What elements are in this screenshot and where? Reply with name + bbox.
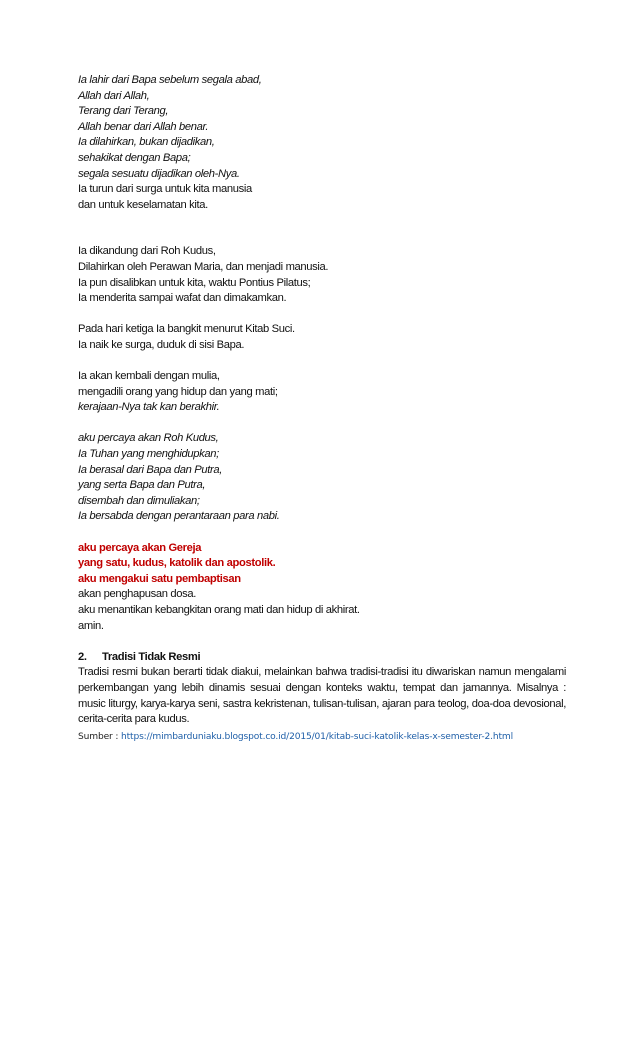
creed-line: kerajaan-Nya tak kan berakhir. [78,401,220,414]
creed-block-2 [78,244,578,306]
block-spacer [78,307,578,323]
creed-line: Ia turun dari surga untuk kita manusia [78,183,252,196]
creed-line: Terang dari Terang, [78,105,169,118]
creed-line: Ia dikandung dari Roh Kudus, [78,245,216,258]
creed-line: Ia pun disalibkan untuk kita, waktu Pontius Pilatus; [78,276,311,289]
source-link[interactable]: https://mimbarduniaku.blogspot.co.id/2015/01/kitab-suci-katolik-kelas-x-semester-2.html [121,732,513,742]
section-number: 2. [78,650,87,663]
creed-block-1 [78,73,578,213]
creed-line: Ia menderita sampai wafat dan dimakamkan. [78,292,287,305]
creed-line: aku menantikan kebangkitan orang mati dan hidup di akhirat. [78,604,360,616]
creed-line: akan penghapusan dosa. [78,588,196,601]
section-heading [78,650,578,666]
creed-line: amin. [78,619,104,632]
block-spacer [78,213,578,244]
creed-line: dan untuk keselamatan kita. [78,198,208,211]
creed-line: Ia bersabda dengan perantaraan para nabi. [78,510,280,523]
creed-line: disembah dan dimuliakan; [78,494,200,507]
creed-block-3 [78,322,578,353]
source-citation [78,732,513,742]
section-title: Tradisi Tidak Resmi [102,650,201,663]
creed-line: mengadili orang yang hidup dan yang mati; [78,385,278,398]
creed-line: Ia akan kembali dengan mulia, [78,370,220,383]
creed-line: Ia berasal dari Bapa dan Putra, [78,463,223,476]
creed-line: yang satu, kudus, katolik dan apostolik. [78,557,276,570]
document-page [78,73,578,728]
creed-line: segala sesuatu dijadikan oleh-Nya. [78,167,240,180]
creed-line: Pada hari ketiga Ia bangkit menurut Kitab Suci. [78,323,295,336]
block-spacer [78,354,578,370]
creed-block-5 [78,431,578,525]
block-spacer [78,525,578,541]
creed-line: aku percaya akan Gereja [78,541,202,554]
creed-line: aku mengakui satu pembaptisan [78,572,241,585]
creed-line: Ia dilahirkan, bukan dijadikan, [78,136,215,149]
creed-block-4 [78,369,578,416]
block-spacer [78,416,578,432]
creed-line: Dilahirkan oleh Perawan Maria, dan menjadi manusia. [78,260,329,273]
creed-block-6 [78,541,578,635]
creed-line: Allah dari Allah, [78,89,150,102]
source-label: Sumber : [78,732,121,742]
creed-line: Ia lahir dari Bapa sebelum segala abad, [78,74,262,86]
section-body: Tradisi resmi bukan berarti tidak diakui, melainkan bahwa tradisi-tradisi itu diwariskan namun mengalami perkembangan yang lebih dinamis sesuai dengan konteks waktu, tempat dan jamannya. Misalnya : music liturgy, karya-karya seni, sastra kekristenan, tulisan-tulisan, ajaran para teolog, doa-doa devosional, cerita-cerita para kudus. [78,666,566,726]
creed-line: aku percaya akan Roh Kudus, [78,432,219,445]
creed-line: Ia naik ke surga, duduk di sisi Bapa. [78,338,245,351]
creed-line: sehakikat dengan Bapa; [78,151,191,164]
creed-line: Ia Tuhan yang menghidupkan; [78,448,219,461]
block-spacer [78,634,578,650]
creed-line: yang serta Bapa dan Putra, [78,479,206,492]
creed-line: Allah benar dari Allah benar. [78,120,209,133]
